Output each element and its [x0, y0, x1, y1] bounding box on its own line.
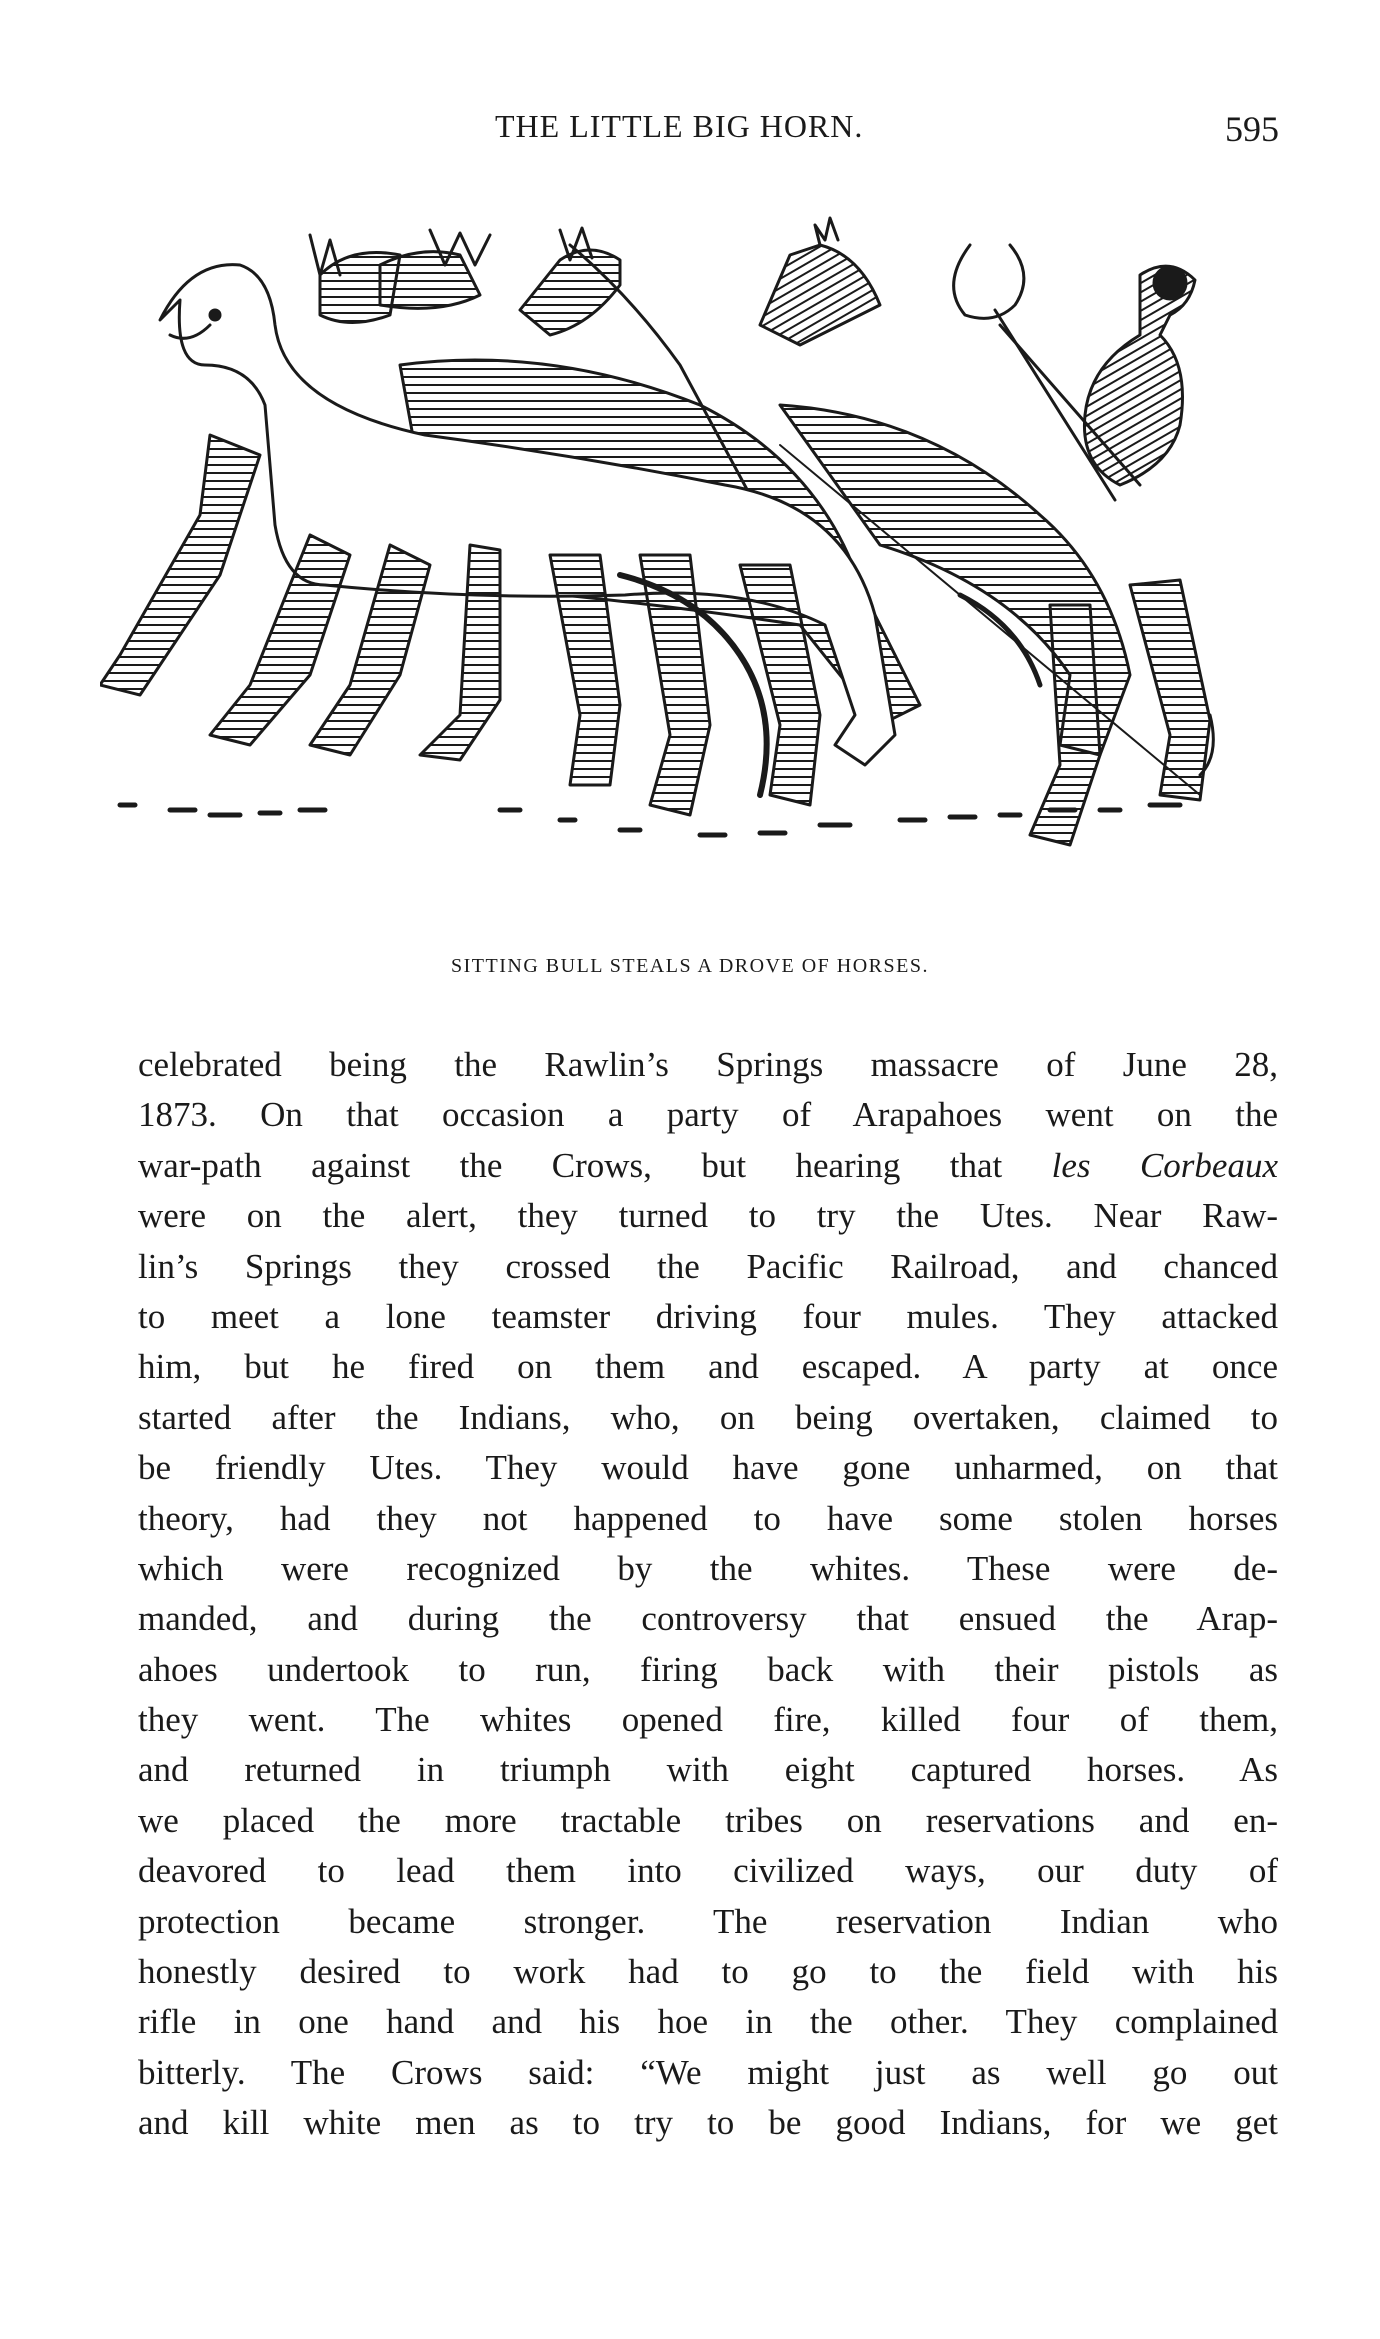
page-number: 595	[1225, 109, 1279, 149]
text-line: honestly desired to work had to go to the field with his	[138, 1952, 1278, 1992]
text-line: bitterly. The Crows said: “We might just as well go out	[138, 2052, 1278, 2092]
text-line: 1873. On that occasion a party of Arapahoes went on the	[138, 1095, 1278, 1135]
text-line: manded, and during the controversy that ensued the Arap-	[138, 1599, 1278, 1639]
horses-engraving-icon	[100, 205, 1310, 940]
text-segment: war-path against the Crows, but hearing that	[138, 1145, 1052, 1185]
running-title: THE LITTLE BIG HORN.	[495, 108, 864, 144]
text-line: rifle in one hand and his hoe in the other. They complained	[138, 2002, 1278, 2042]
running-head	[0, 108, 1380, 154]
text-line: him, but he fired on them and escaped. A party at once	[138, 1347, 1278, 1387]
text-line: were on the alert, they turned to try the Utes. Near Raw-	[138, 1196, 1278, 1236]
text-line: be friendly Utes. They would have gone unharmed, on that	[138, 1448, 1278, 1488]
text-line: deavored to lead them into civilized ways, our duty of	[138, 1851, 1278, 1891]
text-line: to meet a lone teamster driving four mules. They attacked	[138, 1296, 1278, 1336]
italic-phrase: les Corbeaux	[1051, 1145, 1278, 1185]
text-line: protection became stronger. The reservation Indian who	[138, 1901, 1278, 1941]
text-line: theory, had they not happened to have some stolen horses	[138, 1498, 1278, 1538]
text-line: started after the Indians, who, on being overtaken, claimed to	[138, 1397, 1278, 1437]
text-line: lin’s Springs they crossed the Pacific Railroad, and chanced	[138, 1246, 1278, 1286]
text-line: we placed the more tractable tribes on reservations and en-	[138, 1800, 1278, 1840]
text-line: which were recognized by the whites. These were de-	[138, 1548, 1278, 1588]
text-line: ahoes undertook to run, firing back with their pistols as	[138, 1649, 1278, 1689]
text-line-with-italic	[138, 1141, 1278, 1191]
figure-caption: SITTING BULL STEALS A DROVE OF HORSES.	[451, 955, 929, 977]
text-line: and returned in triumph with eight captured horses. As	[138, 1750, 1278, 1790]
text-line: they went. The whites opened fire, killed four of them,	[138, 1700, 1278, 1740]
text-line: and kill white men as to try to be good Indians, for we get	[138, 2103, 1278, 2143]
body-text	[138, 1040, 1278, 2149]
text-line: celebrated being the Rawlin’s Springs massacre of June 28,	[138, 1045, 1278, 1084]
